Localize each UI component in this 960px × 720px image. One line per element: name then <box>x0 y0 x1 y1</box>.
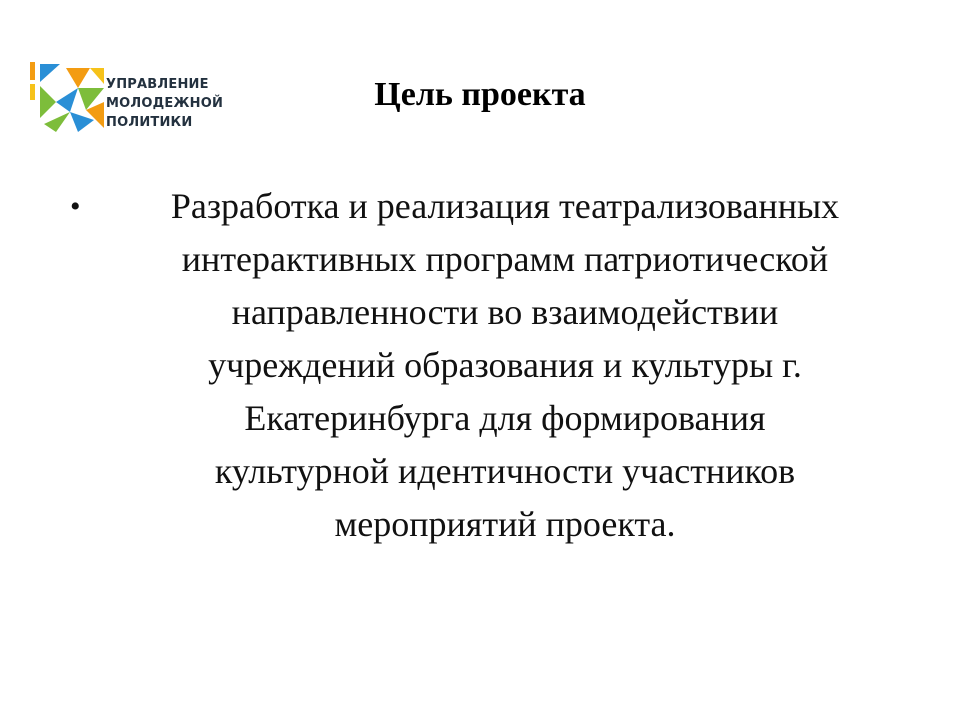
logo-line: УПРАВЛЕНИЕ <box>106 77 209 92</box>
bullet-text-line: направленности во взаимодействии <box>231 292 779 332</box>
logo-mark-icon <box>26 58 108 134</box>
bullet-text-line: учреждений образования и культуры г. <box>208 345 802 385</box>
bullet-list <box>60 180 910 551</box>
bullet-icon: • <box>70 190 81 223</box>
bullet-text-line: мероприятий проекта. <box>334 504 676 544</box>
bullet-text-line: Разработка и реализация театрализованных <box>170 186 840 226</box>
logo <box>26 58 256 138</box>
logo-text <box>106 75 223 132</box>
logo-line: ПОЛИТИКИ <box>106 115 193 130</box>
slide-title: Цель проекта <box>374 76 586 113</box>
bullet-item <box>60 180 910 551</box>
logo-line: МОЛОДЕЖНОЙ <box>106 96 224 111</box>
bullet-text-line: интерактивных программ патриотической <box>181 239 829 279</box>
bullet-text-line: культурной идентичности участников <box>214 451 796 491</box>
bullet-text <box>100 180 910 551</box>
bullet-text-line: Екатеринбурга для формирования <box>244 398 766 438</box>
